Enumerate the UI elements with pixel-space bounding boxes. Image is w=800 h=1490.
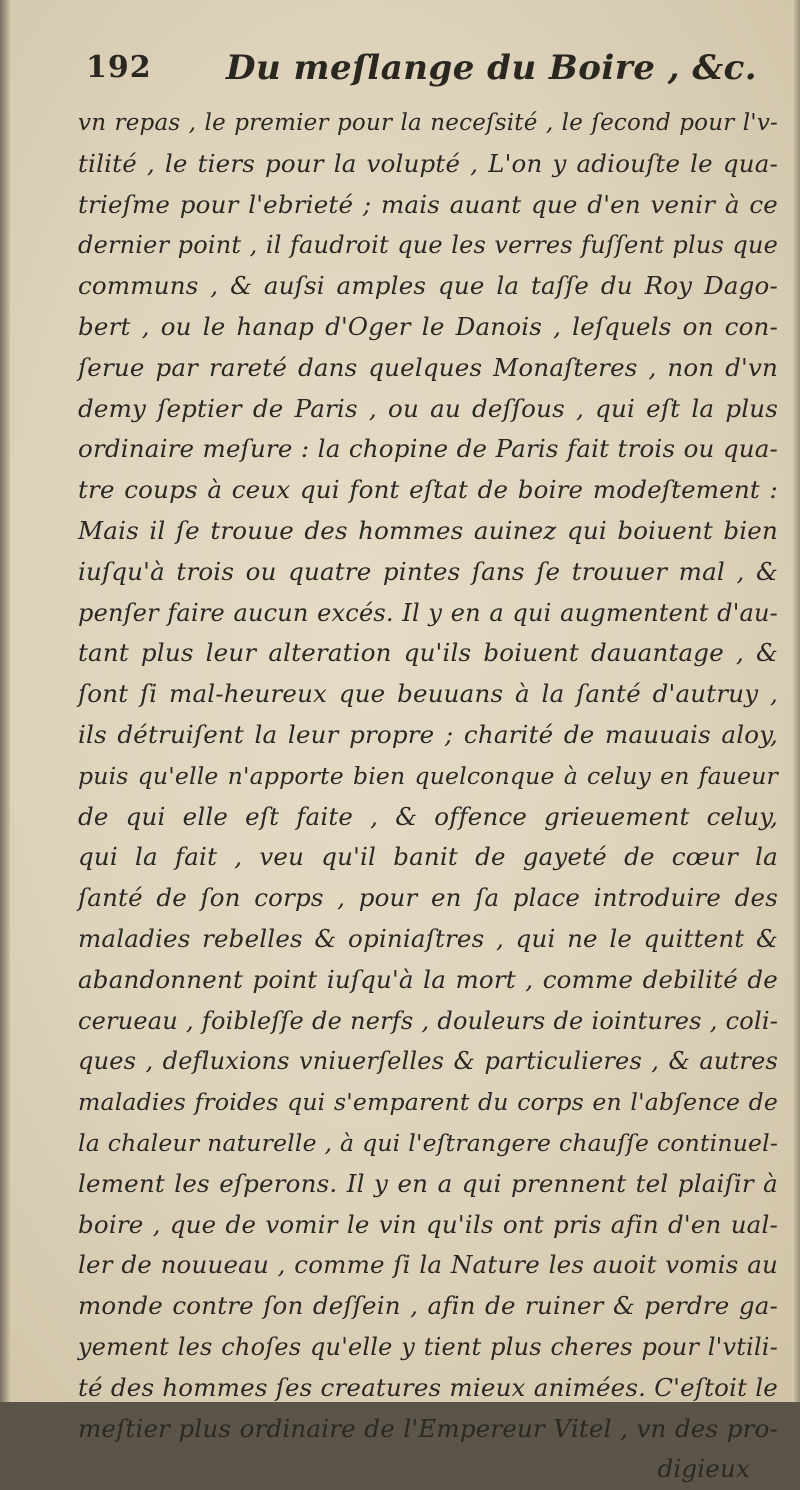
text-line: yement les choſes qu'elle y tient plus cheres pour l'vtili-	[78, 1332, 778, 1361]
page-number: 192	[86, 50, 152, 85]
text-line: qui la fait , veu qu'il banit de gayeté de cœur la	[78, 842, 778, 872]
text-line: de qui elle eſt faite , & offence grieuement celuy,	[78, 801, 778, 831]
page-header	[86, 44, 776, 94]
text-line: ſerue par rareté dans quelques Monaſteres , non d'vn	[78, 352, 778, 382]
page-left-edge	[0, 0, 10, 1402]
body-text	[78, 103, 778, 1490]
text-line: boire , que de vomir le vin qu'ils ont pris afin d'en ual-	[78, 1209, 778, 1239]
text-line: ſanté de ſon corps , pour en ſa place introduire des	[78, 883, 778, 913]
text-line: abandonnent point iuſqu'à la mort , comme debilité de	[78, 964, 778, 994]
text-line: tilité , le tiers pour la volupté , L'on y adiouſte le qua-	[78, 148, 778, 178]
text-line: té des hommes ſes creatures mieux animées. C'eſtoit le	[78, 1372, 778, 1402]
catchword: digieux	[657, 1454, 750, 1484]
text-line: maladies rebelles & opiniaſtres , qui ne le quittent &	[78, 923, 778, 953]
text-line: Mais il ſe trouue des hommes auinez qui boiuent bien	[78, 515, 778, 545]
text-line: meſtier plus ordinaire de l'Empereur Vitel , vn des pro-	[78, 1413, 778, 1443]
text-line: trieſme pour l'ebrieté ; mais auant que d'en venir à ce	[78, 189, 778, 219]
text-line: bert , ou le hanap d'Oger le Danois , leſquels on con-	[78, 311, 778, 341]
text-line: lement les eſperons. Il y en a qui prennent tel plaiſir à	[78, 1168, 778, 1198]
page-right-edge	[792, 0, 800, 1402]
text-line: tant plus leur alteration qu'ils boiuent dauantage , &	[78, 638, 778, 668]
text-line: tre coups à ceux qui font eſtat de boire modeſtement :	[78, 475, 778, 505]
text-line: la chaleur naturelle , à qui l'eſtrangere chauſſe continuel-	[78, 1128, 778, 1157]
text-line: communs , & auſsi amples que la taſſe du Roy Dago-	[78, 271, 778, 301]
text-line: iuſqu'à trois ou quatre pintes ſans ſe trouuer mal , &	[78, 556, 778, 586]
text-line: ordinaire meſure : la chopine de Paris fait trois ou qua-	[78, 434, 778, 464]
text-line: ils détruiſent la leur propre ; charité de mauuais aloy,	[78, 719, 778, 749]
text-line: ler de nouueau , comme ſi la Nature les auoit vomis au	[78, 1250, 778, 1280]
text-line: maladies froides qui s'emparent du corps en l'abſence de	[78, 1088, 778, 1117]
text-line: ques , defluxions vniuerſelles & particulieres , & autres	[78, 1047, 778, 1076]
running-head: Du meſlange du Boire , &c.	[226, 48, 758, 88]
text-line: demy ſeptier de Paris , ou au deſſous , qui eſt la plus	[78, 393, 778, 423]
text-line: vn repas , le premier pour la neceſsité , le ſecond pour l'v-	[78, 110, 778, 136]
text-line: penſer faire aucun excés. Il y en a qui augmentent d'au-	[78, 598, 778, 627]
text-line: monde contre ſon deſſein , afin de ruiner & perdre ga-	[78, 1291, 778, 1321]
text-line: puis qu'elle n'apporte bien quelconque à celuy en faueur	[78, 761, 778, 790]
text-line: ſont ſi mal-heureux que beuuans à la ſanté d'autruy ,	[78, 679, 778, 709]
text-line: dernier point , il faudroit que les verres fuſſent plus que	[78, 231, 778, 260]
text-line: cerueau , foibleſſe de nerfs , douleurs de iointures , coli-	[78, 1006, 778, 1035]
